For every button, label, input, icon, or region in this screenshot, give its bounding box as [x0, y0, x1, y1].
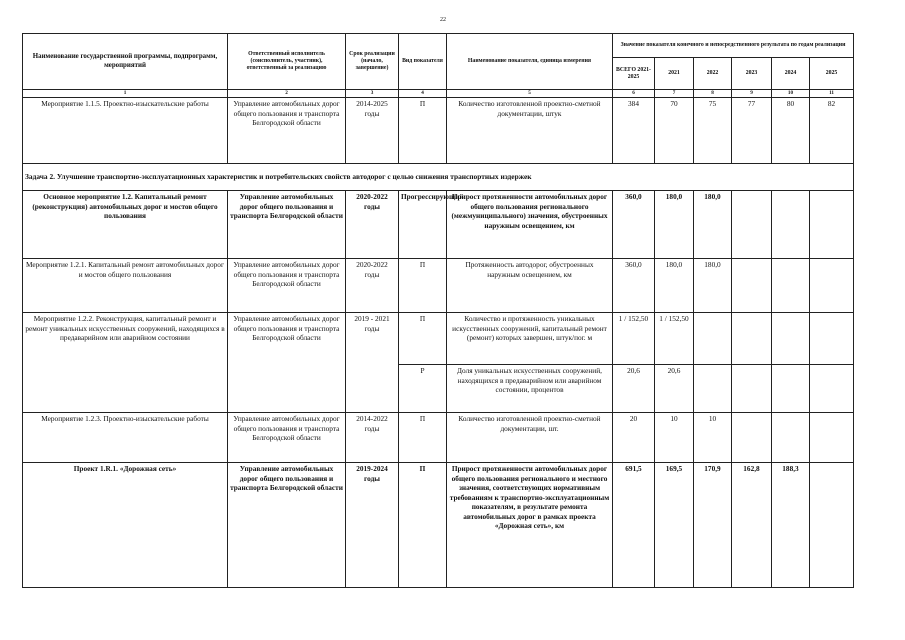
value-2025: 82 [810, 98, 854, 164]
row-name: Мероприятие 1.2.2. Реконструкция, капитальный ремонт и ремонт уникальных искусственных сооружений, находящихся в предаварийном или аварийном состоянии [23, 313, 228, 413]
row-type: П [399, 413, 447, 463]
value-2023 [732, 259, 772, 313]
value-2021: 20,6 [655, 365, 694, 413]
row-period: 2014-2022 годы [346, 413, 399, 463]
results-table [22, 33, 854, 588]
value-2022: 180,0 [694, 191, 732, 259]
value-2022: 10 [694, 413, 732, 463]
table-row [23, 313, 854, 365]
column-numbers-row [23, 90, 854, 98]
header-row [23, 34, 854, 58]
table-row [23, 259, 854, 313]
value-2025 [810, 191, 854, 259]
value-2024 [772, 413, 810, 463]
col-number: 11 [810, 90, 854, 98]
header-values-group: Значение показателя конечного и непосредственного результата по годам реализации [613, 34, 854, 58]
row-name: Проект 1.R.1. «Дорожная сеть» [23, 463, 228, 588]
value-2024: 188,3 [772, 463, 810, 588]
value-2025 [810, 413, 854, 463]
row-indicator: Протяженность автодорог, обустроенных наружным освещением, км [447, 259, 613, 313]
row-indicator: Количество изготовленной проектно-сметной документации, шт. [447, 413, 613, 463]
row-period: 2014-2025 годы [346, 98, 399, 164]
header-2021: 2021 [655, 58, 694, 90]
col-number: 9 [732, 90, 772, 98]
row-type: Р [399, 365, 447, 413]
task-2-heading: Задача 2. Улучшение транспортно-эксплуатационных характеристик и потребительских свойств автодорог с целью снижения транспортных издержек [23, 164, 854, 191]
value-total: 1 / 152,50 [613, 313, 655, 365]
header-2024: 2024 [772, 58, 810, 90]
col-number: 10 [772, 90, 810, 98]
row-period: 2019 - 2021 годы [346, 313, 399, 413]
value-2022 [694, 313, 732, 365]
value-2022: 180,0 [694, 259, 732, 313]
value-2025 [810, 313, 854, 365]
row-responsible: Управление автомобильных дорог общего пользования и транспорта Белгородской области [228, 98, 346, 164]
value-2021: 10 [655, 413, 694, 463]
col-number: 3 [346, 90, 399, 98]
value-2025 [810, 365, 854, 413]
value-total: 20 [613, 413, 655, 463]
row-name: Мероприятие 1.1.5. Проектно-изыскательские работы [23, 98, 228, 164]
value-2021: 70 [655, 98, 694, 164]
value-total: 691,5 [613, 463, 655, 588]
row-type: П [399, 313, 447, 365]
value-2023: 162,8 [732, 463, 772, 588]
table-row [23, 463, 854, 588]
table-row [23, 191, 854, 259]
table-row [23, 98, 854, 164]
row-responsible: Управление автомобильных дорог общего пользования и транспорта Белгородской области [228, 313, 346, 413]
value-2022 [694, 365, 732, 413]
row-type: П [399, 98, 447, 164]
value-2022: 170,9 [694, 463, 732, 588]
row-indicator: Прирост протяженности автомобильных дорог общего пользования регионального (межмуниципального) значения, обустроенных наружным освещением, км [447, 191, 613, 259]
value-2025 [810, 259, 854, 313]
header-2023: 2023 [732, 58, 772, 90]
value-2025 [810, 463, 854, 588]
header-type: Вид показателя [399, 34, 447, 90]
header-indicator: Наименование показателя, единица измерения [447, 34, 613, 90]
table-row [23, 413, 854, 463]
row-responsible: Управление автомобильных дорог общего пользования и транспорта Белгородской области [228, 463, 346, 588]
value-2021: 180,0 [655, 191, 694, 259]
row-period: 2020-2022 годы [346, 259, 399, 313]
col-number: 4 [399, 90, 447, 98]
value-2023 [732, 413, 772, 463]
row-type: П [399, 463, 447, 588]
row-indicator: Прирост протяженности автомобильных дорог общего пользования регионального и местного значения, соответствующих нормативным требованиям к транспортно-эксплуатационным показателям, в результате ремонта автомобильных дорог в рамках проекта «Дорожная сеть», км [447, 463, 613, 588]
header-total: ВСЕГО 2021-2025 [613, 58, 655, 90]
value-total: 360,0 [613, 259, 655, 313]
row-indicator: Количество изготовленной проектно-сметной документации, штук [447, 98, 613, 164]
header-name: Наименование государственной программы, подпрограмм, мероприятий [23, 34, 228, 90]
value-2024: 80 [772, 98, 810, 164]
value-2024 [772, 191, 810, 259]
row-period: 2019-2024 годы [346, 463, 399, 588]
value-2024 [772, 259, 810, 313]
value-2024 [772, 365, 810, 413]
row-name: Мероприятие 1.2.1. Капитальный ремонт автомобильных дорог и мостов общего пользования [23, 259, 228, 313]
col-number: 1 [23, 90, 228, 98]
col-number: 8 [694, 90, 732, 98]
row-period: 2020-2022 годы [346, 191, 399, 259]
value-2023 [732, 191, 772, 259]
col-number: 5 [447, 90, 613, 98]
header-2022: 2022 [694, 58, 732, 90]
row-responsible: Управление автомобильных дорог общего пользования и транспорта Белгородской области [228, 191, 346, 259]
row-responsible: Управление автомобильных дорог общего пользования и транспорта Белгородской области [228, 413, 346, 463]
value-total: 360,0 [613, 191, 655, 259]
row-indicator: Доля уникальных искусственных сооружений, находящихся в предаварийном или аварийном состоянии, процентов [447, 365, 613, 413]
value-2021: 169,5 [655, 463, 694, 588]
value-2021: 1 / 152,50 [655, 313, 694, 365]
row-name: Основное мероприятие 1.2. Капитальный ремонт (реконструкция) автомобильных дорог и мостов общего пользования [23, 191, 228, 259]
header-period: Срок реализации (начало, завершение) [346, 34, 399, 90]
col-number: 6 [613, 90, 655, 98]
row-responsible: Управление автомобильных дорог общего пользования и транспорта Белгородской области [228, 259, 346, 313]
row-type: Прогрессирующий [399, 191, 447, 259]
row-type: П [399, 259, 447, 313]
col-number: 7 [655, 90, 694, 98]
row-name: Мероприятие 1.2.3. Проектно-изыскательские работы [23, 413, 228, 463]
value-2023: 77 [732, 98, 772, 164]
header-responsible: Ответственный исполнитель (соисполнитель, участник), ответственный за реализацию [228, 34, 346, 90]
value-2022: 75 [694, 98, 732, 164]
value-total: 20,6 [613, 365, 655, 413]
value-2023 [732, 365, 772, 413]
value-2023 [732, 313, 772, 365]
col-number: 2 [228, 90, 346, 98]
row-indicator: Количество и протяженность уникальных искусственных сооружений, капитальный ремонт (ремонт) которых завершен, штук/пог. м [447, 313, 613, 365]
task-row [23, 164, 854, 191]
value-2024 [772, 313, 810, 365]
value-2021: 180,0 [655, 259, 694, 313]
header-2025: 2025 [810, 58, 854, 90]
value-total: 384 [613, 98, 655, 164]
page-number: 22 [440, 17, 446, 23]
